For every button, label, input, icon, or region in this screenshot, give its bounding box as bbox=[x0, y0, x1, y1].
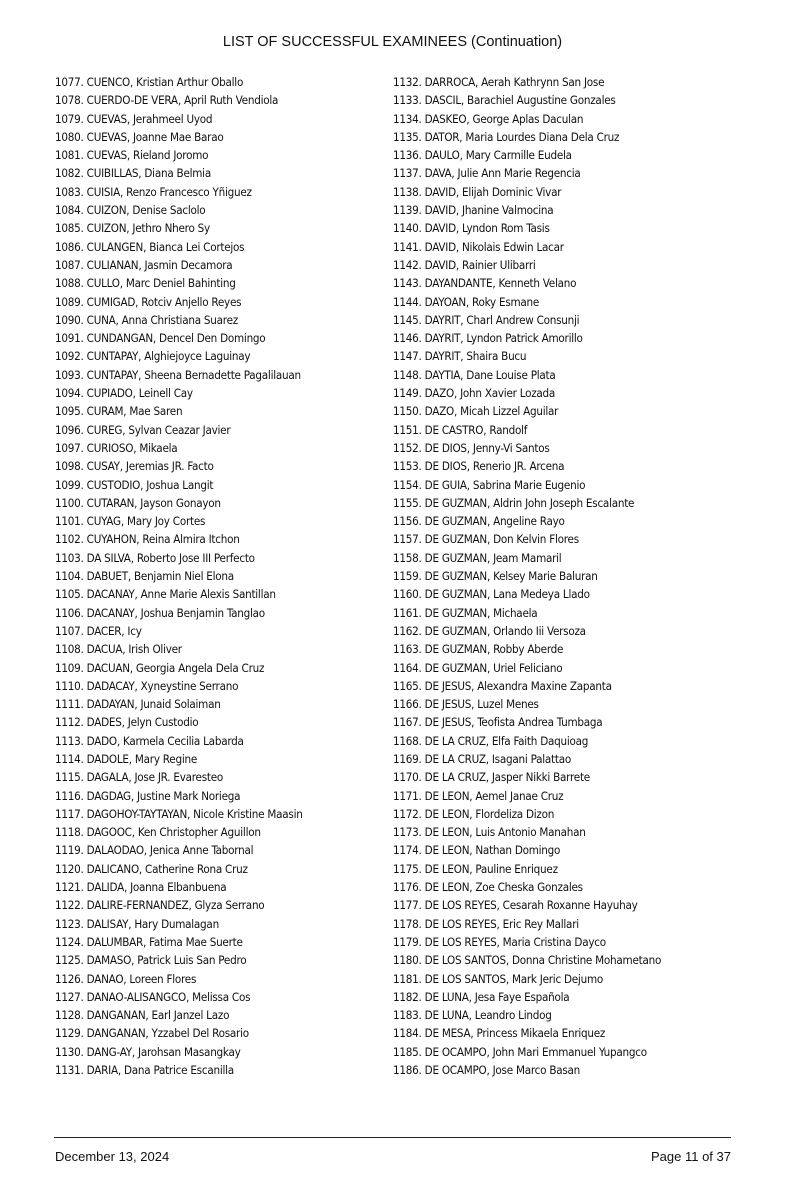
examinee-entry: 1184. DE MESA, Princess Mikaela Enriquez bbox=[393, 1026, 606, 1041]
examinee-entry: 1185. DE OCAMPO, John Mari Emmanuel Yupangco bbox=[393, 1044, 647, 1059]
examinee-entry: 1176. DE LEON, Zoe Cheska Gonzales bbox=[393, 880, 583, 895]
examinee-entry: 1149. DAZO, John Xavier Lozada bbox=[393, 386, 556, 401]
examinee-entry: 1079. CUEVAS, Jerahmeel Uyod bbox=[55, 111, 213, 126]
examinee-entry: 1116. DAGDAG, Justine Mark Noriega bbox=[55, 788, 241, 803]
examinee-entry: 1097. CURIOSO, Mikaela bbox=[55, 440, 178, 455]
examinee-entry: 1138. DAVID, Elijah Dominic Vivar bbox=[393, 184, 562, 199]
examinee-entry: 1172. DE LEON, Flordeliza Dizon bbox=[393, 806, 555, 821]
examinee-entry: 1134. DASKEO, George Aplas Daculan bbox=[393, 111, 584, 126]
examinee-entry: 1102. CUYAHON, Reina Almira Itchon bbox=[55, 532, 240, 547]
examinee-entry: 1181. DE LOS SANTOS, Mark Jeric Dejumo bbox=[393, 971, 603, 986]
examinee-entry: 1180. DE LOS SANTOS, Donna Christine Mohametano bbox=[393, 953, 662, 968]
examinee-entry: 1099. CUSTODIO, Joshua Langit bbox=[55, 477, 214, 492]
examinee-entry: 1124. DALUMBAR, Fatima Mae Suerte bbox=[55, 934, 243, 949]
examinee-entry: 1147. DAYRIT, Shaira Bucu bbox=[393, 349, 527, 364]
examinee-entry: 1128. DANGANAN, Earl Janzel Lazo bbox=[55, 1008, 230, 1023]
examinee-entry: 1161. DE GUZMAN, Michaela bbox=[393, 605, 538, 620]
examinee-entry: 1100. CUTARAN, Jayson Gonayon bbox=[55, 495, 221, 510]
examinee-entry: 1167. DE JESUS, Teofista Andrea Tumbaga bbox=[393, 715, 603, 730]
examinee-entry: 1144. DAYOAN, Roky Esmane bbox=[393, 294, 540, 309]
examinee-entry: 1164. DE GUZMAN, Uriel Feliciano bbox=[393, 660, 563, 675]
examinee-list-left-column bbox=[55, 73, 303, 1079]
examinee-entry: 1084. CUIZON, Denise Saclolo bbox=[55, 203, 206, 218]
examinee-entry: 1159. DE GUZMAN, Kelsey Marie Baluran bbox=[393, 569, 598, 584]
examinee-entry: 1143. DAYANDANTE, Kenneth Velano bbox=[393, 276, 577, 291]
examinee-entry: 1163. DE GUZMAN, Robby Aberde bbox=[393, 642, 564, 657]
examinee-entry: 1080. CUEVAS, Joanne Mae Barao bbox=[55, 129, 224, 144]
examinee-entry: 1157. DE GUZMAN, Don Kelvin Flores bbox=[393, 532, 579, 547]
examinee-entry: 1114. DADOLE, Mary Regine bbox=[55, 751, 197, 766]
examinee-entry: 1090. CUNA, Anna Christiana Suarez bbox=[55, 312, 238, 327]
examinee-entry: 1120. DALICANO, Catherine Rona Cruz bbox=[55, 861, 248, 876]
examinee-entry: 1152. DE DIOS, Jenny-Vi Santos bbox=[393, 440, 550, 455]
examinee-entry: 1155. DE GUZMAN, Aldrin John Joseph Escalante bbox=[393, 495, 635, 510]
examinee-entry: 1137. DAVA, Julie Ann Marie Regencia bbox=[393, 166, 581, 181]
examinee-entry: 1110. DADACAY, Xyneystine Serrano bbox=[55, 678, 239, 693]
examinee-entry: 1118. DAGOOC, Ken Christopher Aguillon bbox=[55, 825, 261, 840]
examinee-entry: 1166. DE JESUS, Luzel Menes bbox=[393, 697, 539, 712]
examinee-entry: 1078. CUERDO-DE VERA, April Ruth Vendiola bbox=[55, 93, 279, 108]
page-title: LIST OF SUCCESSFUL EXAMINEES (Continuation) bbox=[222, 34, 563, 50]
examinee-entry: 1175. DE LEON, Pauline Enriquez bbox=[393, 861, 558, 876]
examinee-entry: 1113. DADO, Karmela Cecilia Labarda bbox=[55, 733, 244, 748]
examinee-entry: 1104. DABUET, Benjamin Niel Elona bbox=[55, 569, 234, 584]
examinee-entry: 1153. DE DIOS, Renerio JR. Arcena bbox=[393, 459, 565, 474]
examinee-entry: 1140. DAVID, Lyndon Rom Tasis bbox=[393, 221, 550, 236]
examinee-entry: 1109. DACUAN, Georgia Angela Dela Cruz bbox=[55, 660, 265, 675]
examinee-entry: 1089. CUMIGAD, Rotciv Anjello Reyes bbox=[55, 294, 242, 309]
examinee-entry: 1158. DE GUZMAN, Jeam Mamaril bbox=[393, 550, 562, 565]
examinee-entry: 1136. DAULO, Mary Carmille Eudela bbox=[393, 148, 572, 163]
examinee-entry: 1148. DAYTIA, Dane Louise Plata bbox=[393, 367, 556, 382]
examinee-entry: 1083. CUISIA, Renzo Francesco Yñiguez bbox=[55, 184, 252, 199]
examinee-entry: 1085. CUIZON, Jethro Nhero Sy bbox=[55, 221, 210, 236]
examinee-entry: 1088. CULLO, Marc Deniel Bahinting bbox=[55, 276, 236, 291]
examinee-entry: 1094. CUPIADO, Leinell Cay bbox=[55, 386, 193, 401]
examinee-entry: 1179. DE LOS REYES, Maria Cristina Dayco bbox=[393, 934, 606, 949]
examinee-entry: 1087. CULIANAN, Jasmin Decamora bbox=[55, 257, 233, 272]
footer-divider bbox=[54, 1137, 731, 1138]
examinee-entry: 1115. DAGALA, Jose JR. Evaresteo bbox=[55, 770, 224, 785]
examinee-entry: 1123. DALISAY, Hary Dumalagan bbox=[55, 916, 219, 931]
examinee-entry: 1106. DACANAY, Joshua Benjamin Tanglao bbox=[55, 605, 265, 620]
examinee-entry: 1082. CUIBILLAS, Diana Belmia bbox=[55, 166, 211, 181]
examinee-entry: 1174. DE LEON, Nathan Domingo bbox=[393, 843, 561, 858]
examinee-entry: 1111. DADAYAN, Junaid Solaiman bbox=[55, 697, 221, 712]
examinee-entry: 1095. CURAM, Mae Saren bbox=[55, 404, 183, 419]
examinee-entry: 1127. DANAO-ALISANGCO, Melissa Cos bbox=[55, 989, 251, 1004]
examinee-entry: 1107. DACER, Icy bbox=[55, 623, 142, 638]
examinee-entry: 1169. DE LA CRUZ, Isagani Palattao bbox=[393, 751, 571, 766]
examinee-entry: 1098. CUSAY, Jeremias JR. Facto bbox=[55, 459, 214, 474]
examinee-entry: 1108. DACUA, Irish Oliver bbox=[55, 642, 182, 657]
examinee-entry: 1154. DE GUIA, Sabrina Marie Eugenio bbox=[393, 477, 586, 492]
examinee-entry: 1133. DASCIL, Barachiel Augustine Gonzales bbox=[393, 93, 616, 108]
examinee-entry: 1093. CUNTAPAY, Sheena Bernadette Pagalilauan bbox=[55, 367, 301, 382]
examinee-entry: 1150. DAZO, Micah Lizzel Aguilar bbox=[393, 404, 559, 419]
footer-page-number: Page 11 of 37 bbox=[651, 1149, 731, 1164]
examinee-entry: 1156. DE GUZMAN, Angeline Rayo bbox=[393, 514, 565, 529]
examinee-entry: 1146. DAYRIT, Lyndon Patrick Amorillo bbox=[393, 331, 583, 346]
examinee-entry: 1129. DANGANAN, Yzzabel Del Rosario bbox=[55, 1026, 249, 1041]
examinee-entry: 1170. DE LA CRUZ, Jasper Nikki Barrete bbox=[393, 770, 590, 785]
examinee-entry: 1135. DATOR, Maria Lourdes Diana Dela Cruz bbox=[393, 129, 620, 144]
examinee-entry: 1132. DARROCA, Aerah Kathrynn San Jose bbox=[393, 75, 605, 89]
examinee-entry: 1151. DE CASTRO, Randolf bbox=[393, 422, 528, 437]
examinee-entry: 1081. CUEVAS, Rieland Joromo bbox=[55, 148, 209, 163]
examinee-entry: 1139. DAVID, Jhanine Valmocina bbox=[393, 203, 554, 218]
examinee-entry: 1091. CUNDANGAN, Dencel Den Domingo bbox=[55, 331, 266, 346]
examinee-entry: 1125. DAMASO, Patrick Luis San Pedro bbox=[55, 953, 247, 968]
examinee-entry: 1092. CUNTAPAY, Alghiejoyce Laguinay bbox=[55, 349, 251, 364]
examinee-entry: 1162. DE GUZMAN, Orlando Iii Versoza bbox=[393, 623, 586, 638]
examinee-entry: 1177. DE LOS REYES, Cesarah Roxanne Hayuhay bbox=[393, 898, 638, 913]
examinee-entry: 1121. DALIDA, Joanna Elbanbuena bbox=[55, 880, 227, 895]
examinee-entry: 1105. DACANAY, Anne Marie Alexis Santillan bbox=[55, 587, 276, 602]
examinee-entry: 1119. DALAODAO, Jenica Anne Tabornal bbox=[55, 843, 254, 858]
examinee-entry: 1171. DE LEON, Aemel Janae Cruz bbox=[393, 788, 564, 803]
examinee-entry: 1103. DA SILVA, Roberto Jose III Perfecto bbox=[55, 550, 255, 565]
examinee-entry: 1145. DAYRIT, Charl Andrew Consunji bbox=[393, 312, 580, 327]
examinee-entry: 1173. DE LEON, Luis Antonio Manahan bbox=[393, 825, 586, 840]
examinee-entry: 1096. CUREG, Sylvan Ceazar Javier bbox=[55, 422, 231, 437]
examinee-entry: 1122. DALIRE-FERNANDEZ, Glyza Serrano bbox=[55, 898, 265, 913]
examinee-list-right-column bbox=[393, 73, 661, 1079]
examinee-entry: 1130. DANG-AY, Jarohsan Masangkay bbox=[55, 1044, 241, 1059]
examinee-entry: 1141. DAVID, Nikolais Edwin Lacar bbox=[393, 239, 564, 254]
examinee-entry: 1186. DE OCAMPO, Jose Marco Basan bbox=[393, 1063, 581, 1078]
examinee-entry: 1077. CUENCO, Kristian Arthur Oballo bbox=[55, 75, 244, 89]
examinee-entry: 1165. DE JESUS, Alexandra Maxine Zapanta bbox=[393, 678, 612, 693]
examinee-entry: 1183. DE LUNA, Leandro Lindog bbox=[393, 1008, 552, 1023]
examinee-entry: 1101. CUYAG, Mary Joy Cortes bbox=[55, 514, 206, 529]
examinee-entry: 1131. DARIA, Dana Patrice Escanilla bbox=[55, 1063, 234, 1078]
footer-date: December 13, 2024 bbox=[55, 1149, 170, 1164]
examinee-entry: 1182. DE LUNA, Jesa Faye Española bbox=[393, 989, 570, 1004]
examinee-entry: 1178. DE LOS REYES, Eric Rey Mallari bbox=[393, 916, 579, 931]
examinee-entry: 1086. CULANGEN, Bianca Lei Cortejos bbox=[55, 239, 245, 254]
examinee-entry: 1117. DAGOHOY-TAYTAYAN, Nicole Kristine Maasin bbox=[55, 806, 303, 821]
examinee-entry: 1160. DE GUZMAN, Lana Medeya Llado bbox=[393, 587, 590, 602]
examinee-entry: 1168. DE LA CRUZ, Elfa Faith Daquioag bbox=[393, 733, 589, 748]
examinee-entry: 1112. DADES, Jelyn Custodio bbox=[55, 715, 199, 730]
examinee-entry: 1142. DAVID, Rainier Ulibarri bbox=[393, 257, 536, 272]
examinee-entry: 1126. DANAO, Loreen Flores bbox=[55, 971, 197, 986]
